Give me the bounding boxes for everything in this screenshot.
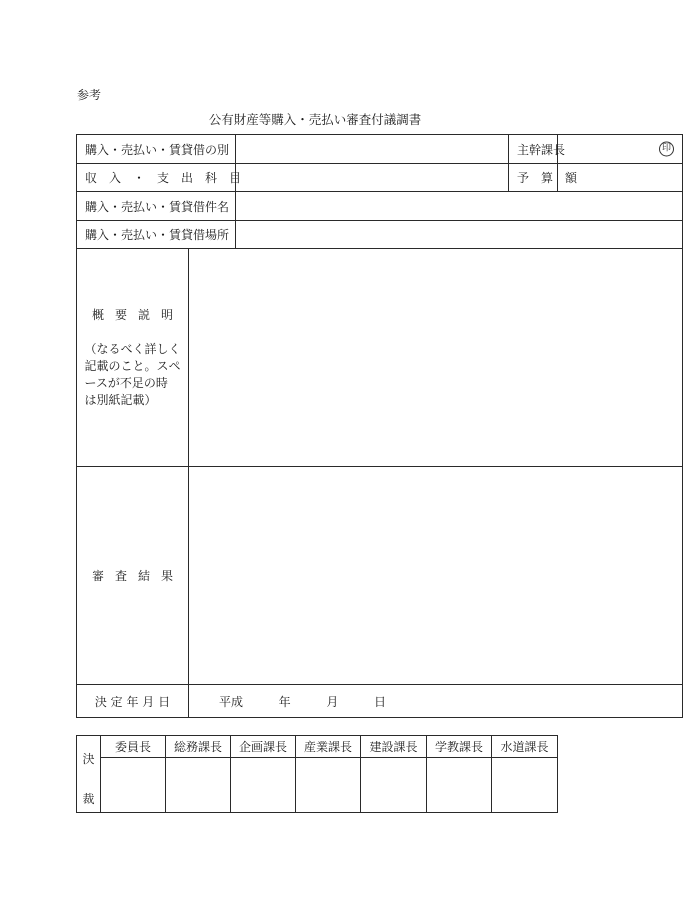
approval-stamp-field[interactable] [427,758,492,813]
date-day-label: 日 [374,694,387,709]
row-account [77,164,683,192]
approval-stamp-row [77,758,558,813]
place-label: 購入・売払い・賃貸借場所 [77,221,236,249]
review-label-cell [77,467,189,685]
document-title: 公有財産等購入・売払い審査付議調書 [208,112,422,127]
approval-role: 産業課長 [296,736,361,758]
decision-date-field[interactable] [189,685,683,718]
approval-role: 委員長 [101,736,166,758]
summary-note-line: （なるべく詳しく [84,342,181,356]
approval-role: 企画課長 [231,736,296,758]
summary-field[interactable] [189,249,683,467]
approval-label-bottom: 裁 [82,792,95,806]
approval-label-top: 決 [82,752,95,766]
approval-stamp-field[interactable] [101,758,166,813]
summary-label-cell [77,249,189,467]
approval-table [76,735,558,813]
account-label: 収 入 ・ 支 出 科 目 [77,164,236,192]
row-review [77,467,683,685]
review-label: 審査結果 [91,569,184,583]
approval-role: 総務課長 [166,736,231,758]
row-summary [77,249,683,467]
approval-stamp-field[interactable] [492,758,558,813]
summary-note-line: 記載のこと。スペ [84,359,181,373]
date-month-label: 月 [326,694,339,709]
account-field[interactable] [236,164,509,192]
row-type [77,135,683,164]
row-place [77,221,683,249]
approval-label [77,736,101,813]
row-name [77,192,683,221]
approval-header-row [77,736,558,758]
type-field[interactable] [236,135,509,164]
summary-label: 概要説明 [91,308,184,322]
review-field[interactable] [189,467,683,685]
approval-role: 水道課長 [492,736,558,758]
approval-role: 建設課長 [361,736,427,758]
chief-stamp-field[interactable] [558,135,683,164]
type-label: 購入・売払い・賃貸借の別 [77,135,236,164]
approval-stamp-field[interactable] [296,758,361,813]
seal-icon: 印 [659,142,674,157]
place-field[interactable] [236,221,683,249]
approval-stamp-field[interactable] [166,758,231,813]
approval-stamp-field[interactable] [231,758,296,813]
name-field[interactable] [236,192,683,221]
summary-note-line: ースが不足の時 [84,376,168,390]
row-decision-date [77,685,683,718]
summary-note [84,341,180,409]
chief-label: 主幹課長 [509,135,558,164]
review-form-table [76,134,683,718]
date-era: 平成 [219,694,244,709]
approval-stamp-field[interactable] [361,758,427,813]
summary-note-line: は別紙記載） [84,393,157,407]
decision-date-label: 決 定 年 月 日 [77,685,189,718]
approval-role: 学教課長 [427,736,492,758]
name-label: 購入・売払い・賃貸借件名 [77,192,236,221]
date-year-label: 年 [278,694,291,709]
reference-label: 参考 [77,88,102,102]
budget-label: 予 算 額 [509,164,558,192]
